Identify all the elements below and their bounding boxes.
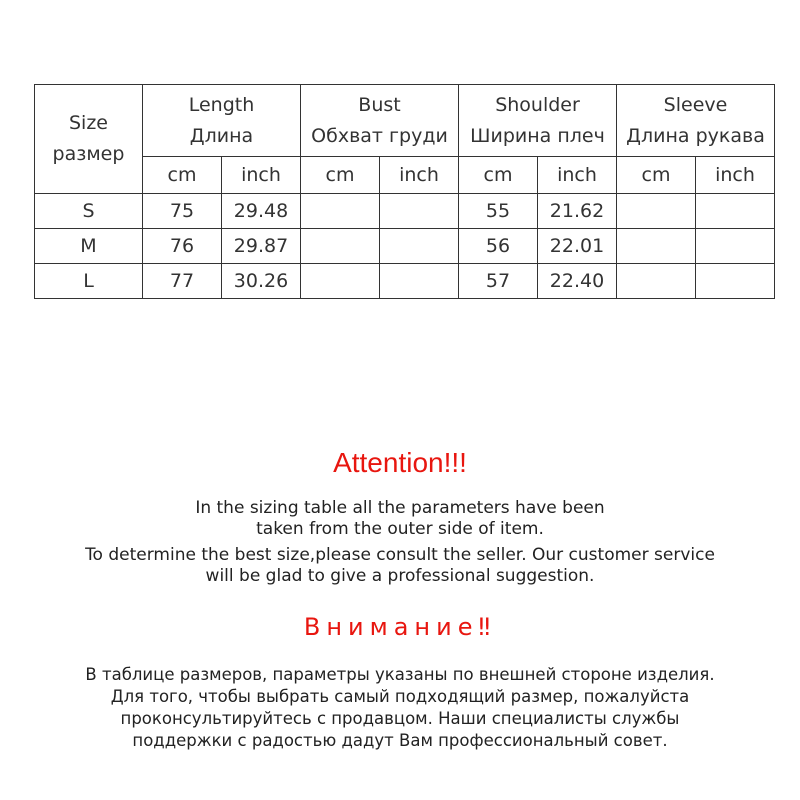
english-notice-2 <box>0 545 800 587</box>
value-cell <box>617 194 696 229</box>
length-header <box>143 85 301 157</box>
notice-line: Для того, чтобы выбрать самый подходящий размер, пожалуйста <box>110 687 690 706</box>
size-table <box>34 84 775 299</box>
vnimanie-heading: Внимание‼ <box>303 613 497 641</box>
shoulder-header-en: Shoulder <box>495 93 580 116</box>
length-header-ru: Длина <box>189 124 254 147</box>
value-cell: 29.48 <box>222 194 301 229</box>
value-cell: 21.62 <box>538 194 617 229</box>
table-row <box>35 194 775 229</box>
value-cell: 55 <box>459 194 538 229</box>
sleeve-header <box>617 85 775 157</box>
value-cell: 75 <box>143 194 222 229</box>
notice-line: taken from the outer side of item. <box>256 519 544 539</box>
unit-cell: cm <box>143 157 222 194</box>
bust-header <box>301 85 459 157</box>
value-cell: 77 <box>143 264 222 299</box>
table-header-row <box>35 85 775 157</box>
unit-cell: inch <box>538 157 617 194</box>
notice-line: will be glad to give a professional suggestion. <box>205 566 595 586</box>
value-cell <box>617 264 696 299</box>
notice-line: To determine the best size,please consult the seller. Our customer service <box>85 545 715 565</box>
value-cell <box>380 194 459 229</box>
unit-cell: inch <box>696 157 775 194</box>
unit-cell: inch <box>222 157 301 194</box>
russian-notice <box>0 664 800 752</box>
size-cell: M <box>35 229 143 264</box>
value-cell: 22.01 <box>538 229 617 264</box>
notice-line: проконсультируйтесь с продавцом. Наши специалисты службы <box>120 709 680 728</box>
size-cell: S <box>35 194 143 229</box>
value-cell: 56 <box>459 229 538 264</box>
length-header-en: Length <box>188 93 255 116</box>
bust-header-ru: Обхват груди <box>311 124 448 147</box>
value-cell <box>301 194 380 229</box>
value-cell <box>380 229 459 264</box>
table-row <box>35 264 775 299</box>
unit-cell: cm <box>459 157 538 194</box>
size-cell: L <box>35 264 143 299</box>
value-cell: 29.87 <box>222 229 301 264</box>
notice-line: In the sizing table all the parameters have been <box>195 498 605 518</box>
value-cell: 30.26 <box>222 264 301 299</box>
value-cell: 22.40 <box>538 264 617 299</box>
value-cell <box>380 264 459 299</box>
value-cell <box>617 229 696 264</box>
value-cell <box>696 194 775 229</box>
value-cell: 57 <box>459 264 538 299</box>
value-cell <box>696 264 775 299</box>
bust-header-en: Bust <box>358 93 401 116</box>
english-notice-1 <box>0 498 800 540</box>
size-header-ru: размер <box>52 143 125 165</box>
shoulder-header <box>459 85 617 157</box>
unit-header-row <box>35 157 775 194</box>
notice-line: поддержки с радостью дадут Вам профессиональный совет. <box>132 731 668 750</box>
unit-cell: cm <box>301 157 380 194</box>
sleeve-header-ru: Длина рукава <box>626 124 765 147</box>
value-cell <box>301 264 380 299</box>
table-row <box>35 229 775 264</box>
size-header <box>35 85 143 194</box>
value-cell <box>696 229 775 264</box>
shoulder-header-ru: Ширина плеч <box>470 124 605 147</box>
value-cell: 76 <box>143 229 222 264</box>
notice-line: В таблице размеров, параметры указаны по внешней стороне изделия. <box>85 665 715 684</box>
size-header-en: Size <box>68 112 108 134</box>
unit-cell: inch <box>380 157 459 194</box>
attention-heading: Attention!!! <box>333 447 467 478</box>
unit-cell: cm <box>617 157 696 194</box>
value-cell <box>301 229 380 264</box>
sleeve-header-en: Sleeve <box>663 93 728 116</box>
